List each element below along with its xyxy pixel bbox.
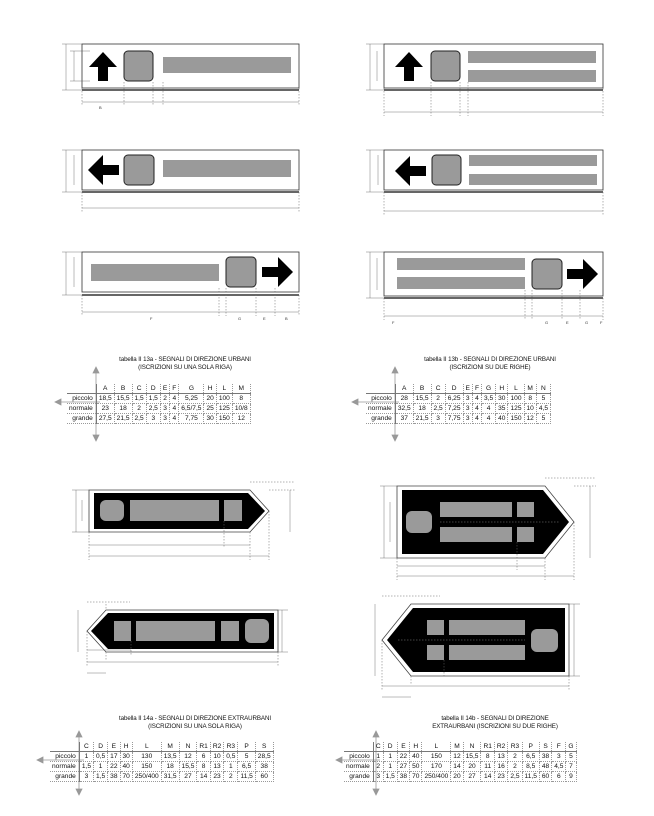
text-bar bbox=[91, 264, 219, 281]
text-bar-top bbox=[397, 258, 525, 270]
cell: 6 bbox=[197, 752, 210, 762]
symbol-square bbox=[406, 511, 432, 533]
cell: 17 bbox=[108, 752, 120, 762]
symbol-square-small-top bbox=[427, 620, 444, 635]
cell: 2,5 bbox=[431, 404, 445, 414]
cell: 10 bbox=[210, 752, 223, 762]
dim-letter: G bbox=[585, 320, 589, 325]
extraurban-sign-right-one-line bbox=[72, 482, 295, 560]
header-cell: D bbox=[383, 742, 397, 752]
table-header-row bbox=[67, 384, 250, 394]
header-cell: N bbox=[536, 384, 550, 394]
row-label: grande bbox=[50, 772, 79, 782]
cell: 2 bbox=[160, 394, 169, 404]
cell: 6,5/7,5 bbox=[179, 404, 204, 414]
cell: 3 bbox=[79, 772, 93, 782]
dim-letter: F bbox=[600, 320, 603, 325]
text-bar-top bbox=[449, 620, 525, 635]
cell: 1,5 bbox=[94, 772, 108, 782]
cell: 15,5 bbox=[114, 394, 132, 404]
cell: 150 bbox=[216, 414, 232, 424]
header-cell: N bbox=[463, 742, 481, 752]
urban-sign-right-one-line bbox=[62, 252, 299, 321]
cell: 18,5 bbox=[96, 394, 114, 404]
cell: 18 bbox=[413, 404, 431, 414]
header-cell: F bbox=[170, 384, 179, 394]
header-cell: A bbox=[395, 384, 413, 394]
cell: 16 bbox=[494, 762, 507, 772]
symbol-square bbox=[100, 500, 124, 521]
cell: 30 bbox=[204, 414, 216, 424]
dim-letter: F bbox=[150, 316, 153, 321]
dim-letter: G bbox=[545, 320, 549, 325]
symbol-square bbox=[431, 51, 460, 81]
cell: 28 bbox=[395, 394, 413, 404]
header-cell: B bbox=[114, 384, 132, 394]
cell: 23 bbox=[494, 772, 507, 782]
cell: 28,5 bbox=[255, 752, 273, 762]
cell: 60 bbox=[255, 772, 273, 782]
text-bar bbox=[136, 621, 215, 641]
cell: 125 bbox=[216, 404, 232, 414]
urban-sign-left-two-lines bbox=[366, 150, 603, 215]
cell: 12 bbox=[524, 414, 536, 424]
header-cell: D bbox=[94, 742, 108, 752]
row-label: piccolo bbox=[67, 394, 96, 404]
cell: 4 bbox=[481, 414, 495, 424]
cell: 8 bbox=[197, 762, 210, 772]
cell: 70 bbox=[410, 772, 422, 782]
text-bar-bottom bbox=[468, 70, 596, 82]
cell: 20 bbox=[204, 394, 216, 404]
cell: 10/8 bbox=[232, 404, 250, 414]
header-cell: F bbox=[552, 742, 566, 752]
cell: 7,75 bbox=[179, 414, 204, 424]
cell: 2 bbox=[508, 752, 522, 762]
text-bar-top bbox=[469, 155, 597, 166]
header-cell: C bbox=[431, 384, 445, 394]
table-header-row bbox=[366, 384, 551, 394]
table-row bbox=[344, 752, 576, 762]
cell: 1 bbox=[383, 752, 397, 762]
header-cell: C bbox=[132, 384, 146, 394]
cell: 48 bbox=[539, 762, 551, 772]
cell: 4 bbox=[170, 394, 179, 404]
row-label: grande bbox=[67, 414, 96, 424]
cell: 2 bbox=[373, 762, 383, 772]
cell: 150 bbox=[132, 762, 161, 772]
cell: 1 bbox=[383, 762, 397, 772]
cell: 27 bbox=[397, 762, 409, 772]
caption-line: tabella II 13a - SEGNALI DI DIREZIONE URBANI bbox=[119, 356, 251, 363]
cell: 6,5 bbox=[238, 762, 255, 772]
table-14b bbox=[344, 742, 577, 782]
cell: 170 bbox=[422, 762, 451, 772]
cell: 27 bbox=[179, 772, 197, 782]
cell: 3 bbox=[463, 414, 472, 424]
cell: 4,5 bbox=[536, 404, 550, 414]
caption-line: EXTRAURBANI (ISCRIZIONI SU DUE RIGHE) bbox=[432, 723, 558, 730]
symbol-square bbox=[245, 619, 269, 643]
cell: 14 bbox=[197, 772, 210, 782]
cell: 30 bbox=[120, 752, 132, 762]
header-cell: L bbox=[422, 742, 451, 752]
cell: 8,5 bbox=[522, 762, 539, 772]
symbol-square bbox=[531, 629, 558, 652]
corner-cell bbox=[50, 742, 79, 752]
cell: 150 bbox=[508, 414, 524, 424]
cell: 9 bbox=[566, 772, 576, 782]
table-row bbox=[50, 762, 273, 772]
header-cell: E bbox=[160, 384, 169, 394]
symbol-square bbox=[226, 257, 256, 287]
cell: 40 bbox=[496, 414, 508, 424]
cell: 3 bbox=[463, 404, 472, 414]
cell: 25 bbox=[204, 404, 216, 414]
header-cell: D bbox=[445, 384, 463, 394]
table-row bbox=[67, 414, 250, 424]
cell: 37 bbox=[395, 414, 413, 424]
extraurban-sign-right-two-lines bbox=[380, 478, 596, 580]
table-row bbox=[366, 394, 551, 404]
table-row bbox=[366, 414, 551, 424]
cell: 32,5 bbox=[395, 404, 413, 414]
urban-sign-left-one-line bbox=[62, 150, 299, 212]
cell: 7 bbox=[566, 762, 576, 772]
header-cell: R3 bbox=[508, 742, 522, 752]
symbol-square-small-top bbox=[517, 502, 534, 517]
cell: 4,5 bbox=[552, 762, 566, 772]
header-cell: F bbox=[472, 384, 481, 394]
symbol-square-small bbox=[224, 500, 242, 521]
cell: 18 bbox=[114, 404, 132, 414]
cell: 4 bbox=[481, 404, 495, 414]
header-cell: M bbox=[161, 742, 179, 752]
header-cell: R2 bbox=[210, 742, 223, 752]
text-bar-top bbox=[468, 51, 596, 63]
cell: 13 bbox=[210, 762, 223, 772]
cell: 38 bbox=[108, 772, 120, 782]
header-cell: B bbox=[413, 384, 431, 394]
header-cell: S bbox=[539, 742, 551, 752]
symbol-square bbox=[124, 155, 154, 185]
cell: 70 bbox=[120, 772, 132, 782]
cell: 12 bbox=[179, 752, 197, 762]
cell: 38 bbox=[397, 772, 409, 782]
cell: 38 bbox=[539, 752, 551, 762]
cell: 8 bbox=[524, 394, 536, 404]
table-row bbox=[366, 404, 551, 414]
cell: 22 bbox=[108, 762, 120, 772]
caption-line: tabella II 14b - SEGNALI DI DIREZIONE bbox=[441, 715, 549, 722]
cell: 23 bbox=[96, 404, 114, 414]
urban-sign-up-two-lines bbox=[366, 44, 603, 116]
cell: 0,5 bbox=[224, 752, 238, 762]
header-cell: R1 bbox=[197, 742, 210, 752]
row-label: grande bbox=[344, 772, 373, 782]
cell: 50 bbox=[410, 762, 422, 772]
cell: 3 bbox=[146, 414, 160, 424]
header-cell: M bbox=[232, 384, 250, 394]
cell: 100 bbox=[216, 394, 232, 404]
text-bar-bottom bbox=[397, 277, 525, 289]
cell: 22 bbox=[397, 752, 409, 762]
cell: 2,5 bbox=[508, 772, 522, 782]
cell: 1 bbox=[224, 762, 238, 772]
cell: 1 bbox=[94, 762, 108, 772]
cell: 3 bbox=[463, 394, 472, 404]
header-cell: D bbox=[146, 384, 160, 394]
cell: 38 bbox=[255, 762, 273, 772]
header-cell: R2 bbox=[494, 742, 507, 752]
cell: 3 bbox=[552, 752, 566, 762]
cell: 15,5 bbox=[413, 394, 431, 404]
header-cell: E bbox=[108, 742, 120, 752]
extraurban-sign-left-one-line bbox=[78, 602, 288, 673]
cell: 1,5 bbox=[132, 394, 146, 404]
corner-cell bbox=[366, 384, 395, 394]
caption-line: (ISCRIZIONI SU UNA SOLA RIGA) bbox=[148, 723, 242, 730]
cell: 18 bbox=[161, 762, 179, 772]
table-row bbox=[50, 772, 273, 782]
header-cell: S bbox=[255, 742, 273, 752]
row-label: normale bbox=[344, 762, 373, 772]
header-cell: L bbox=[132, 742, 161, 752]
cell: 3 bbox=[431, 414, 445, 424]
cell: 125 bbox=[508, 404, 524, 414]
row-label: piccolo bbox=[50, 752, 79, 762]
text-bar bbox=[163, 57, 291, 73]
header-cell: C bbox=[373, 742, 383, 752]
header-cell: H bbox=[120, 742, 132, 752]
caption-line: tabella II 14a - SEGNALI DI DIREZIONE EXTRAURBANI bbox=[119, 715, 271, 722]
corner-cell bbox=[344, 742, 373, 752]
table-row bbox=[67, 404, 250, 414]
cell: 150 bbox=[422, 752, 451, 762]
cell: 5,25 bbox=[179, 394, 204, 404]
caption-14b bbox=[380, 715, 610, 731]
cell: 5 bbox=[536, 394, 550, 404]
cell: 31,5 bbox=[161, 772, 179, 782]
cell: 1 bbox=[373, 752, 383, 762]
cell: 130 bbox=[132, 752, 161, 762]
header-cell: N bbox=[179, 742, 197, 752]
header-cell: G bbox=[481, 384, 495, 394]
cell: 35 bbox=[496, 404, 508, 414]
cell: 5 bbox=[566, 752, 576, 762]
cell: 30 bbox=[496, 394, 508, 404]
dim-letter: F bbox=[392, 320, 395, 325]
header-cell: P bbox=[238, 742, 255, 752]
header-cell: M bbox=[451, 742, 463, 752]
cell: 250/400 bbox=[132, 772, 161, 782]
header-cell: G bbox=[179, 384, 204, 394]
cell: 12 bbox=[451, 752, 463, 762]
cell: 2,5 bbox=[146, 404, 160, 414]
caption-line: (ISCRIZIONI SU UNA SOLA RIGA) bbox=[138, 364, 232, 371]
header-cell: P bbox=[522, 742, 539, 752]
cell: 13 bbox=[494, 752, 507, 762]
header-cell: M bbox=[524, 384, 536, 394]
header-cell: A bbox=[96, 384, 114, 394]
cell: 4 bbox=[472, 394, 481, 404]
cell: 100 bbox=[508, 394, 524, 404]
cell: 21,5 bbox=[413, 414, 431, 424]
caption-14a bbox=[80, 715, 310, 731]
symbol-square-small-bottom bbox=[517, 527, 534, 542]
cell: 2 bbox=[508, 762, 522, 772]
table-header-row bbox=[50, 742, 273, 752]
dim-letter: E bbox=[263, 316, 266, 321]
cell: 8 bbox=[481, 752, 494, 762]
urban-sign-up-one-line bbox=[62, 44, 299, 110]
cell: 11 bbox=[481, 762, 494, 772]
cell: 4 bbox=[170, 414, 179, 424]
text-bar bbox=[130, 500, 219, 521]
cell: 40 bbox=[410, 752, 422, 762]
cell: 21,5 bbox=[114, 414, 132, 424]
cell: 2 bbox=[224, 772, 238, 782]
cell: 4 bbox=[472, 404, 481, 414]
symbol-square-small bbox=[221, 621, 239, 641]
table-row bbox=[67, 394, 250, 404]
cell: 3 bbox=[373, 772, 383, 782]
cell: 60 bbox=[539, 772, 551, 782]
header-cell: R1 bbox=[481, 742, 494, 752]
table-row bbox=[50, 752, 273, 762]
header-cell: R3 bbox=[224, 742, 238, 752]
symbol-square bbox=[432, 155, 461, 185]
cell: 8 bbox=[232, 394, 250, 404]
table-header-row bbox=[344, 742, 576, 752]
cell: 15,5 bbox=[179, 762, 197, 772]
cell: 14 bbox=[451, 762, 463, 772]
cell: 5 bbox=[238, 752, 255, 762]
row-label: normale bbox=[50, 762, 79, 772]
header-cell: E bbox=[397, 742, 409, 752]
cell: 1,5 bbox=[79, 762, 93, 772]
cell: 27 bbox=[463, 772, 481, 782]
cell: 2 bbox=[132, 404, 146, 414]
cell: 0,5 bbox=[94, 752, 108, 762]
cell: 20 bbox=[463, 762, 481, 772]
table-13b bbox=[366, 384, 551, 424]
cell: 40 bbox=[120, 762, 132, 772]
cell: 14 bbox=[481, 772, 494, 782]
dim-letter: B bbox=[99, 105, 102, 110]
cell: 3 bbox=[160, 404, 169, 414]
extraurban-sign-left-two-lines bbox=[375, 596, 580, 697]
header-cell: H bbox=[496, 384, 508, 394]
dim-letter: B bbox=[285, 316, 288, 321]
row-label: piccolo bbox=[366, 394, 395, 404]
header-cell: L bbox=[216, 384, 232, 394]
header-cell: H bbox=[204, 384, 216, 394]
table-14a bbox=[50, 742, 274, 782]
cell: 7,25 bbox=[445, 404, 463, 414]
cell: 12 bbox=[232, 414, 250, 424]
cell: 250/400 bbox=[422, 772, 451, 782]
header-cell: E bbox=[463, 384, 472, 394]
cell: 4 bbox=[170, 404, 179, 414]
cell: 23 bbox=[210, 772, 223, 782]
table-row bbox=[344, 762, 576, 772]
cell: 1,5 bbox=[146, 394, 160, 404]
header-cell: H bbox=[410, 742, 422, 752]
header-cell: G bbox=[566, 742, 576, 752]
table-13a bbox=[67, 384, 251, 424]
text-bar-bottom bbox=[469, 174, 597, 185]
caption-line: (ISCRIZIONI SU DUE RIGHE) bbox=[449, 364, 531, 371]
table-row bbox=[344, 772, 576, 782]
text-bar bbox=[163, 160, 291, 177]
row-label: normale bbox=[366, 404, 395, 414]
cell: 3 bbox=[160, 414, 169, 424]
header-cell: L bbox=[508, 384, 524, 394]
header-cell: C bbox=[79, 742, 93, 752]
row-label: normale bbox=[67, 404, 96, 414]
cell: 11,5 bbox=[522, 772, 539, 782]
cell: 1 bbox=[79, 752, 93, 762]
corner-cell bbox=[67, 384, 96, 394]
cell: 11,5 bbox=[238, 772, 255, 782]
urban-sign-right-two-lines bbox=[366, 252, 603, 325]
dim-letter: G bbox=[238, 316, 242, 321]
cell: 10 bbox=[524, 404, 536, 414]
symbol-square bbox=[124, 51, 153, 81]
dim-letter: E bbox=[566, 320, 569, 325]
cell: 13,5 bbox=[161, 752, 179, 762]
text-bar-bottom bbox=[449, 645, 525, 660]
caption-line: tabella II 13b - SEGNALI DI DIREZIONE URBANI bbox=[424, 356, 556, 363]
cell: 6,5 bbox=[522, 752, 539, 762]
cell: 1,5 bbox=[383, 772, 397, 782]
cell: 2 bbox=[431, 394, 445, 404]
cell: 27,5 bbox=[96, 414, 114, 424]
cell: 4 bbox=[472, 414, 481, 424]
row-label: grande bbox=[366, 414, 395, 424]
caption-13a bbox=[75, 356, 295, 372]
symbol-square-small bbox=[114, 621, 131, 641]
cell: 5 bbox=[536, 414, 550, 424]
cell: 6 bbox=[552, 772, 566, 782]
cell: 7,75 bbox=[445, 414, 463, 424]
cell: 3,5 bbox=[481, 394, 495, 404]
cell: 15,5 bbox=[463, 752, 481, 762]
text-bar-top bbox=[440, 502, 512, 517]
caption-13b bbox=[380, 356, 600, 372]
row-label: piccolo bbox=[344, 752, 373, 762]
symbol-square-small-bottom bbox=[427, 645, 444, 660]
cell: 2,5 bbox=[132, 414, 146, 424]
text-bar-bottom bbox=[440, 527, 512, 542]
cell: 20 bbox=[451, 772, 463, 782]
symbol-square bbox=[532, 259, 562, 289]
cell: 6,25 bbox=[445, 394, 463, 404]
